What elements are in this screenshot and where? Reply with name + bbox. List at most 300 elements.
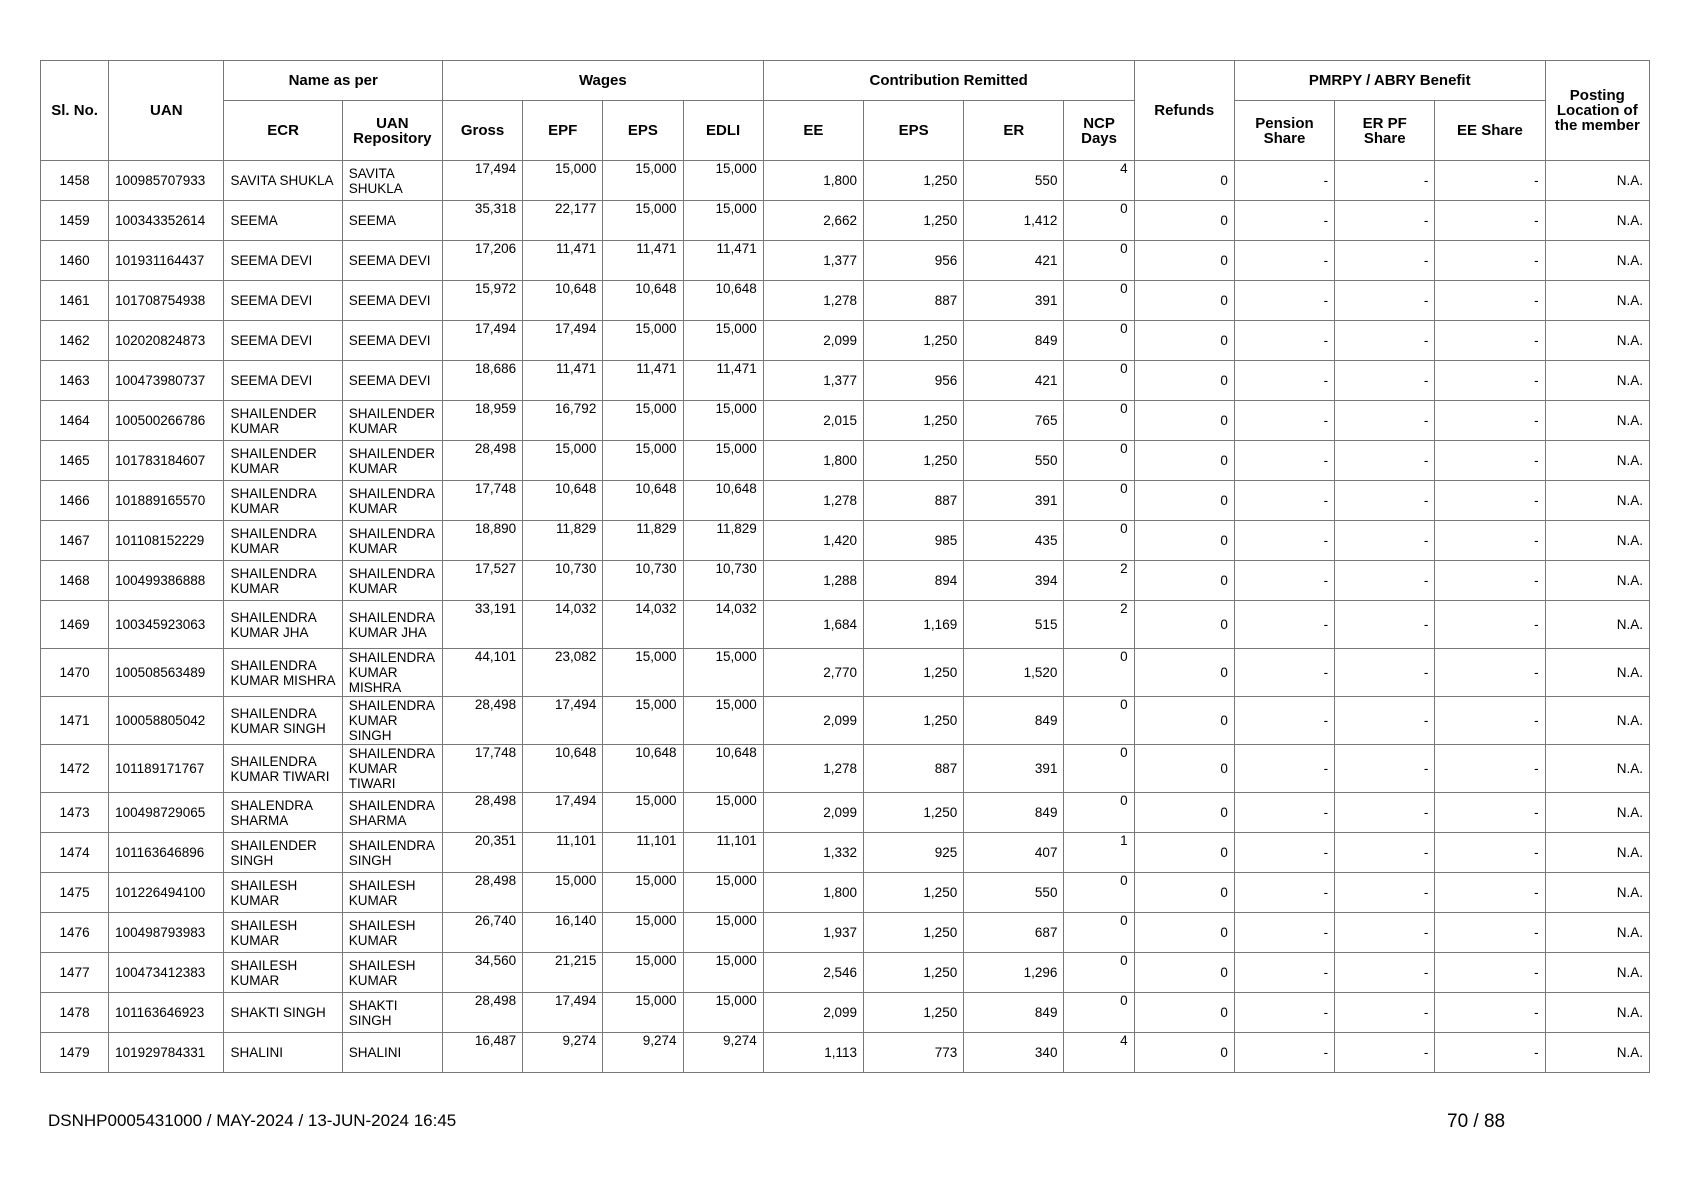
col-pension-share: Pension Share — [1234, 101, 1334, 161]
cell-ncp-days: 0 — [1064, 321, 1134, 361]
cell-ncp-days: 2 — [1064, 601, 1134, 649]
ecr-contribution-table — [40, 60, 1650, 1073]
cell-uan: 101931164437 — [109, 241, 224, 281]
cell-sl-no: 1469 — [41, 601, 109, 649]
cell-edli: 11,471 — [683, 361, 763, 401]
cell-ecr-name: SHAILENDRA KUMAR — [224, 521, 342, 561]
cell-er-pf-share: - — [1335, 481, 1435, 521]
cell-posting-location: N.A. — [1545, 793, 1649, 833]
cell-pension-share: - — [1234, 601, 1334, 649]
cell-ecr-name: SHAKTI SINGH — [224, 993, 342, 1033]
cell-ee-share: - — [1435, 201, 1545, 241]
cell-epf: 11,471 — [523, 241, 603, 281]
cell-ecr-name: SEEMA DEVI — [224, 281, 342, 321]
cell-ee-share: - — [1435, 601, 1545, 649]
cell-epf: 21,215 — [523, 953, 603, 993]
cell-gross: 34,560 — [442, 953, 522, 993]
cell-gross: 18,959 — [442, 401, 522, 441]
cell-ee: 1,684 — [763, 601, 863, 649]
col-posting-location: Posting Location of the member — [1545, 61, 1649, 161]
cell-ee: 2,099 — [763, 321, 863, 361]
cell-er-pf-share: - — [1335, 241, 1435, 281]
cell-epf: 17,494 — [523, 793, 603, 833]
table-row — [41, 161, 1650, 201]
cell-ee-share: - — [1435, 697, 1545, 745]
cell-eps-wages: 15,000 — [603, 793, 683, 833]
cell-ncp-days: 0 — [1064, 281, 1134, 321]
cell-repository-name: SHAKTI SINGH — [342, 993, 442, 1033]
cell-eps-wages: 15,000 — [603, 201, 683, 241]
cell-repository-name: SHAILENDER KUMAR — [342, 441, 442, 481]
cell-gross: 17,748 — [442, 481, 522, 521]
table-row — [41, 441, 1650, 481]
cell-gross: 35,318 — [442, 201, 522, 241]
cell-ncp-days: 0 — [1064, 793, 1134, 833]
cell-epf: 9,274 — [523, 1033, 603, 1073]
cell-repository-name: SHAILESH KUMAR — [342, 913, 442, 953]
cell-sl-no: 1461 — [41, 281, 109, 321]
cell-gross: 28,498 — [442, 441, 522, 481]
cell-refunds: 0 — [1134, 321, 1234, 361]
cell-er: 407 — [964, 833, 1064, 873]
cell-ncp-days: 0 — [1064, 241, 1134, 281]
cell-edli: 15,000 — [683, 993, 763, 1033]
cell-er: 515 — [964, 601, 1064, 649]
cell-er-pf-share: - — [1335, 441, 1435, 481]
cell-epf: 17,494 — [523, 697, 603, 745]
col-uan: UAN — [109, 61, 224, 161]
cell-sl-no: 1462 — [41, 321, 109, 361]
cell-repository-name: SHAILESH KUMAR — [342, 873, 442, 913]
cell-ncp-days: 0 — [1064, 873, 1134, 913]
cell-ee: 2,662 — [763, 201, 863, 241]
cell-er-pf-share: - — [1335, 745, 1435, 793]
cell-pension-share: - — [1234, 241, 1334, 281]
cell-ee-share: - — [1435, 873, 1545, 913]
table-row — [41, 1033, 1650, 1073]
cell-eps-wages: 15,000 — [603, 401, 683, 441]
cell-er: 1,520 — [964, 649, 1064, 697]
cell-posting-location: N.A. — [1545, 1033, 1649, 1073]
group-name-as-per: Name as per — [224, 61, 443, 101]
cell-edli: 11,829 — [683, 521, 763, 561]
cell-ncp-days: 0 — [1064, 993, 1134, 1033]
cell-eps-contribution: 887 — [863, 281, 963, 321]
cell-gross: 16,487 — [442, 1033, 522, 1073]
cell-ecr-name: SEEMA — [224, 201, 342, 241]
cell-refunds: 0 — [1134, 361, 1234, 401]
cell-ecr-name: SHAILENDER KUMAR — [224, 401, 342, 441]
cell-sl-no: 1479 — [41, 1033, 109, 1073]
table-row — [41, 793, 1650, 833]
cell-er: 550 — [964, 441, 1064, 481]
cell-sl-no: 1468 — [41, 561, 109, 601]
cell-gross: 17,494 — [442, 321, 522, 361]
cell-gross: 17,494 — [442, 161, 522, 201]
cell-ecr-name: SHAILENDRA KUMAR — [224, 561, 342, 601]
cell-sl-no: 1472 — [41, 745, 109, 793]
cell-posting-location: N.A. — [1545, 697, 1649, 745]
cell-uan: 100343352614 — [109, 201, 224, 241]
cell-posting-location: N.A. — [1545, 401, 1649, 441]
cell-eps-contribution: 1,250 — [863, 441, 963, 481]
col-er-pf-share: ER PF Share — [1335, 101, 1435, 161]
cell-pension-share: - — [1234, 833, 1334, 873]
cell-repository-name: SAVITA SHUKLA — [342, 161, 442, 201]
cell-eps-contribution: 1,169 — [863, 601, 963, 649]
col-edli: EDLI — [683, 101, 763, 161]
cell-ee: 1,420 — [763, 521, 863, 561]
cell-ncp-days: 0 — [1064, 401, 1134, 441]
cell-eps-contribution: 1,250 — [863, 697, 963, 745]
cell-ncp-days: 0 — [1064, 481, 1134, 521]
cell-er-pf-share: - — [1335, 913, 1435, 953]
cell-sl-no: 1464 — [41, 401, 109, 441]
cell-posting-location: N.A. — [1545, 521, 1649, 561]
cell-pension-share: - — [1234, 201, 1334, 241]
cell-uan: 101163646896 — [109, 833, 224, 873]
cell-uan: 101108152229 — [109, 521, 224, 561]
cell-ee: 1,288 — [763, 561, 863, 601]
cell-epf: 10,648 — [523, 481, 603, 521]
cell-ee: 1,377 — [763, 361, 863, 401]
cell-ee-share: - — [1435, 481, 1545, 521]
table-row — [41, 913, 1650, 953]
cell-eps-contribution: 1,250 — [863, 913, 963, 953]
cell-epf: 16,792 — [523, 401, 603, 441]
cell-repository-name: SHAILENDRA KUMAR — [342, 561, 442, 601]
cell-er-pf-share: - — [1335, 361, 1435, 401]
cell-ee: 1,278 — [763, 745, 863, 793]
cell-posting-location: N.A. — [1545, 873, 1649, 913]
cell-refunds: 0 — [1134, 745, 1234, 793]
cell-er: 391 — [964, 745, 1064, 793]
cell-ee-share: - — [1435, 321, 1545, 361]
cell-ecr-name: SHAILESH KUMAR — [224, 913, 342, 953]
cell-ee: 2,099 — [763, 697, 863, 745]
cell-ecr-name: SAVITA SHUKLA — [224, 161, 342, 201]
cell-refunds: 0 — [1134, 1033, 1234, 1073]
cell-posting-location: N.A. — [1545, 649, 1649, 697]
cell-eps-wages: 10,648 — [603, 745, 683, 793]
cell-eps-contribution: 1,250 — [863, 993, 963, 1033]
cell-sl-no: 1463 — [41, 361, 109, 401]
cell-ecr-name: SHAILESH KUMAR — [224, 873, 342, 913]
cell-eps-contribution: 1,250 — [863, 953, 963, 993]
cell-ee-share: - — [1435, 1033, 1545, 1073]
cell-repository-name: SEEMA DEVI — [342, 361, 442, 401]
col-eps-contribution: EPS — [863, 101, 963, 161]
cell-edli: 10,648 — [683, 281, 763, 321]
cell-er: 394 — [964, 561, 1064, 601]
cell-ecr-name: SHAILENDRA KUMAR JHA — [224, 601, 342, 649]
cell-er-pf-share: - — [1335, 993, 1435, 1033]
cell-repository-name: SHAILENDRA SINGH — [342, 833, 442, 873]
table-row — [41, 281, 1650, 321]
cell-ecr-name: SEEMA DEVI — [224, 361, 342, 401]
cell-edli: 15,000 — [683, 161, 763, 201]
cell-uan: 100473412383 — [109, 953, 224, 993]
cell-er: 765 — [964, 401, 1064, 441]
cell-pension-share: - — [1234, 745, 1334, 793]
cell-refunds: 0 — [1134, 401, 1234, 441]
cell-uan: 100345923063 — [109, 601, 224, 649]
group-contribution-remitted: Contribution Remitted — [763, 61, 1134, 101]
cell-ecr-name: SHAILENDER KUMAR — [224, 441, 342, 481]
cell-refunds: 0 — [1134, 873, 1234, 913]
cell-repository-name: SHAILENDRA KUMAR JHA — [342, 601, 442, 649]
cell-ee-share: - — [1435, 401, 1545, 441]
table-row — [41, 401, 1650, 441]
cell-refunds: 0 — [1134, 913, 1234, 953]
cell-ee-share: - — [1435, 793, 1545, 833]
cell-uan: 101163646923 — [109, 993, 224, 1033]
cell-posting-location: N.A. — [1545, 281, 1649, 321]
cell-repository-name: SHAILENDRA KUMAR TIWARI — [342, 745, 442, 793]
cell-eps-contribution: 956 — [863, 241, 963, 281]
cell-refunds: 0 — [1134, 993, 1234, 1033]
cell-ee-share: - — [1435, 649, 1545, 697]
cell-ee: 1,278 — [763, 281, 863, 321]
cell-posting-location: N.A. — [1545, 441, 1649, 481]
cell-uan: 101189171767 — [109, 745, 224, 793]
cell-epf: 10,730 — [523, 561, 603, 601]
cell-refunds: 0 — [1134, 561, 1234, 601]
cell-er: 687 — [964, 913, 1064, 953]
cell-eps-contribution: 985 — [863, 521, 963, 561]
cell-sl-no: 1475 — [41, 873, 109, 913]
cell-er: 849 — [964, 993, 1064, 1033]
cell-gross: 17,527 — [442, 561, 522, 601]
cell-ee: 2,099 — [763, 793, 863, 833]
col-er: ER — [964, 101, 1064, 161]
cell-er: 340 — [964, 1033, 1064, 1073]
cell-eps-contribution: 1,250 — [863, 649, 963, 697]
col-ecr: ECR — [224, 101, 342, 161]
cell-epf: 11,829 — [523, 521, 603, 561]
cell-er: 421 — [964, 241, 1064, 281]
cell-sl-no: 1477 — [41, 953, 109, 993]
table-row — [41, 649, 1650, 697]
cell-ncp-days: 0 — [1064, 913, 1134, 953]
cell-repository-name: SHAILENDER KUMAR — [342, 401, 442, 441]
cell-ee-share: - — [1435, 561, 1545, 601]
cell-pension-share: - — [1234, 649, 1334, 697]
cell-ee: 1,800 — [763, 873, 863, 913]
cell-gross: 28,498 — [442, 793, 522, 833]
cell-pension-share: - — [1234, 993, 1334, 1033]
col-gross: Gross — [442, 101, 522, 161]
cell-sl-no: 1470 — [41, 649, 109, 697]
cell-er: 421 — [964, 361, 1064, 401]
cell-refunds: 0 — [1134, 833, 1234, 873]
cell-ee: 2,099 — [763, 993, 863, 1033]
cell-sl-no: 1471 — [41, 697, 109, 745]
cell-uan: 101929784331 — [109, 1033, 224, 1073]
cell-ncp-days: 0 — [1064, 649, 1134, 697]
cell-eps-wages: 10,648 — [603, 481, 683, 521]
group-wages: Wages — [442, 61, 763, 101]
cell-ecr-name: SHAILENDER SINGH — [224, 833, 342, 873]
cell-ncp-days: 4 — [1064, 1033, 1134, 1073]
cell-epf: 14,032 — [523, 601, 603, 649]
cell-eps-wages: 11,471 — [603, 241, 683, 281]
col-ee: EE — [763, 101, 863, 161]
cell-uan: 100500266786 — [109, 401, 224, 441]
cell-er-pf-share: - — [1335, 321, 1435, 361]
cell-pension-share: - — [1234, 873, 1334, 913]
cell-ncp-days: 0 — [1064, 953, 1134, 993]
cell-repository-name: SHAILESH KUMAR — [342, 953, 442, 993]
cell-uan: 100473980737 — [109, 361, 224, 401]
cell-epf: 15,000 — [523, 441, 603, 481]
cell-gross: 44,101 — [442, 649, 522, 697]
cell-repository-name: SHAILENDRA KUMAR — [342, 521, 442, 561]
cell-posting-location: N.A. — [1545, 161, 1649, 201]
cell-eps-wages: 15,000 — [603, 873, 683, 913]
cell-posting-location: N.A. — [1545, 561, 1649, 601]
cell-eps-contribution: 925 — [863, 833, 963, 873]
cell-uan: 101708754938 — [109, 281, 224, 321]
cell-edli: 15,000 — [683, 201, 763, 241]
cell-eps-contribution: 887 — [863, 745, 963, 793]
cell-er-pf-share: - — [1335, 161, 1435, 201]
cell-edli: 15,000 — [683, 913, 763, 953]
cell-posting-location: N.A. — [1545, 833, 1649, 873]
cell-eps-wages: 11,101 — [603, 833, 683, 873]
cell-ecr-name: SHAILESH KUMAR — [224, 953, 342, 993]
cell-pension-share: - — [1234, 281, 1334, 321]
cell-pension-share: - — [1234, 1033, 1334, 1073]
cell-edli: 14,032 — [683, 601, 763, 649]
col-uan-repository: UAN Repository — [342, 101, 442, 161]
cell-eps-wages: 11,471 — [603, 361, 683, 401]
cell-epf: 15,000 — [523, 873, 603, 913]
col-ee-share: EE Share — [1435, 101, 1545, 161]
cell-ee: 1,800 — [763, 441, 863, 481]
cell-ee: 1,332 — [763, 833, 863, 873]
cell-er-pf-share: - — [1335, 561, 1435, 601]
cell-edli: 11,471 — [683, 241, 763, 281]
cell-eps-wages: 9,274 — [603, 1033, 683, 1073]
cell-pension-share: - — [1234, 361, 1334, 401]
cell-posting-location: N.A. — [1545, 241, 1649, 281]
cell-er: 550 — [964, 161, 1064, 201]
cell-ee-share: - — [1435, 281, 1545, 321]
cell-refunds: 0 — [1134, 441, 1234, 481]
cell-refunds: 0 — [1134, 481, 1234, 521]
cell-eps-wages: 10,648 — [603, 281, 683, 321]
cell-repository-name: SHAILENDRA KUMAR — [342, 481, 442, 521]
cell-posting-location: N.A. — [1545, 361, 1649, 401]
cell-epf: 17,494 — [523, 321, 603, 361]
cell-sl-no: 1476 — [41, 913, 109, 953]
cell-ee-share: - — [1435, 953, 1545, 993]
cell-sl-no: 1465 — [41, 441, 109, 481]
cell-eps-wages: 15,000 — [603, 321, 683, 361]
cell-posting-location: N.A. — [1545, 481, 1649, 521]
cell-uan: 101226494100 — [109, 873, 224, 913]
cell-pension-share: - — [1234, 953, 1334, 993]
cell-epf: 10,648 — [523, 745, 603, 793]
cell-refunds: 0 — [1134, 601, 1234, 649]
cell-ee-share: - — [1435, 161, 1545, 201]
cell-refunds: 0 — [1134, 697, 1234, 745]
cell-pension-share: - — [1234, 161, 1334, 201]
cell-ncp-days: 2 — [1064, 561, 1134, 601]
col-ncp-days: NCP Days — [1064, 101, 1134, 161]
table-row — [41, 521, 1650, 561]
cell-sl-no: 1458 — [41, 161, 109, 201]
cell-sl-no: 1466 — [41, 481, 109, 521]
cell-pension-share: - — [1234, 793, 1334, 833]
cell-er: 1,296 — [964, 953, 1064, 993]
cell-ecr-name: SHALENDRA SHARMA — [224, 793, 342, 833]
cell-ee-share: - — [1435, 745, 1545, 793]
table-row — [41, 953, 1650, 993]
cell-repository-name: SEEMA DEVI — [342, 321, 442, 361]
page-number: 70 / 88 — [1447, 1111, 1506, 1132]
cell-edli: 9,274 — [683, 1033, 763, 1073]
cell-ee: 2,770 — [763, 649, 863, 697]
cell-er: 849 — [964, 697, 1064, 745]
cell-eps-contribution: 1,250 — [863, 321, 963, 361]
cell-pension-share: - — [1234, 441, 1334, 481]
cell-er-pf-share: - — [1335, 201, 1435, 241]
cell-uan: 102020824873 — [109, 321, 224, 361]
cell-er-pf-share: - — [1335, 873, 1435, 913]
cell-posting-location: N.A. — [1545, 601, 1649, 649]
cell-pension-share: - — [1234, 481, 1334, 521]
cell-ee: 2,546 — [763, 953, 863, 993]
cell-er-pf-share: - — [1335, 281, 1435, 321]
cell-ee-share: - — [1435, 913, 1545, 953]
table-row — [41, 481, 1650, 521]
cell-eps-wages: 15,000 — [603, 913, 683, 953]
cell-refunds: 0 — [1134, 649, 1234, 697]
cell-ee: 2,015 — [763, 401, 863, 441]
cell-ee-share: - — [1435, 241, 1545, 281]
table-row — [41, 993, 1650, 1033]
cell-sl-no: 1460 — [41, 241, 109, 281]
table-row — [41, 561, 1650, 601]
cell-er: 849 — [964, 321, 1064, 361]
cell-uan: 100498729065 — [109, 793, 224, 833]
cell-ncp-days: 0 — [1064, 745, 1134, 793]
cell-gross: 17,748 — [442, 745, 522, 793]
cell-uan: 100058805042 — [109, 697, 224, 745]
cell-ecr-name: SHALINI — [224, 1033, 342, 1073]
cell-ncp-days: 0 — [1064, 441, 1134, 481]
cell-eps-wages: 10,730 — [603, 561, 683, 601]
cell-er-pf-share: - — [1335, 793, 1435, 833]
cell-edli: 15,000 — [683, 697, 763, 745]
cell-edli: 15,000 — [683, 873, 763, 913]
cell-ee-share: - — [1435, 521, 1545, 561]
cell-eps-wages: 11,829 — [603, 521, 683, 561]
cell-gross: 18,890 — [442, 521, 522, 561]
cell-posting-location: N.A. — [1545, 993, 1649, 1033]
cell-sl-no: 1473 — [41, 793, 109, 833]
group-pmrpy-abry: PMRPY / ABRY Benefit — [1234, 61, 1545, 101]
cell-uan: 100985707933 — [109, 161, 224, 201]
cell-epf: 23,082 — [523, 649, 603, 697]
cell-ee-share: - — [1435, 441, 1545, 481]
cell-er-pf-share: - — [1335, 697, 1435, 745]
cell-repository-name: SEEMA DEVI — [342, 241, 442, 281]
cell-posting-location: N.A. — [1545, 321, 1649, 361]
cell-sl-no: 1474 — [41, 833, 109, 873]
